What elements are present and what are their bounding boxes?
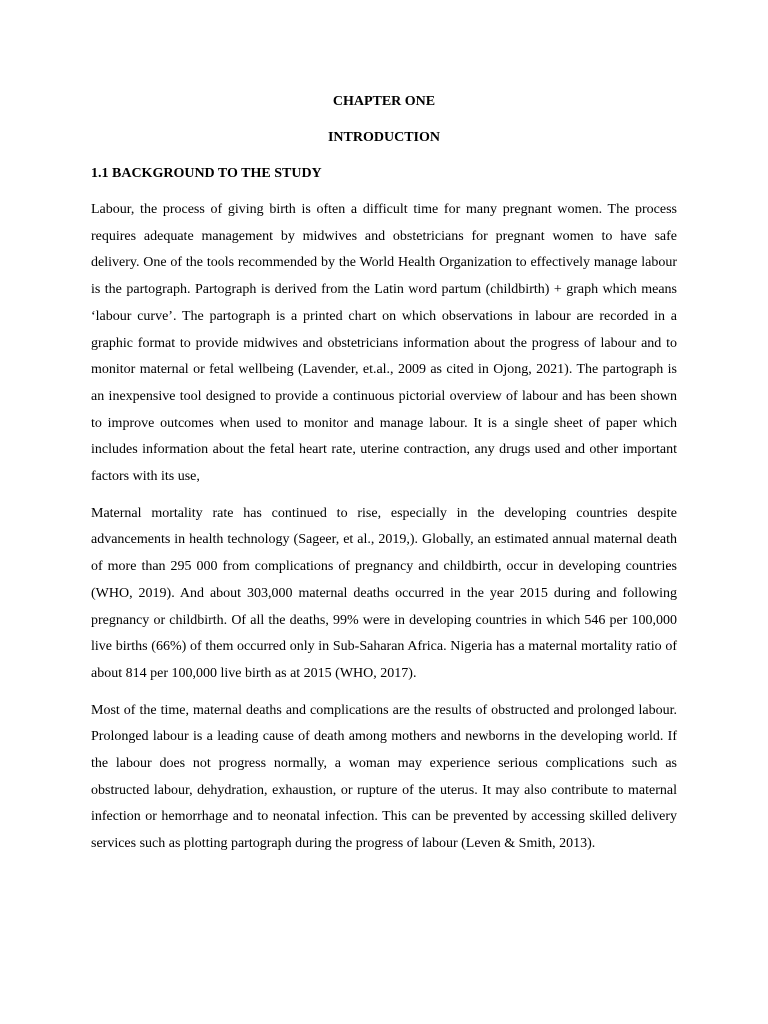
chapter-subtitle: INTRODUCTION: [327, 130, 440, 145]
chapter-title: CHAPTER ONE: [332, 94, 436, 109]
paragraph-prolonged-labour: Most of the time, maternal deaths and complications are the results of obstructed and prolonged labour. Prolonged labour is a leading cause of death among mothers and newborns in the developing world. If the labour does not progress normally, a woman may experience serious complications such as obstructed labour, dehydration, exhaustion, or rupture of the uterus. It may also contribute to maternal infection or hemorrhage and to neonatal infection. This can be prevented by accessing skilled delivery services such as plotting partograph during the progress of labour (Leven & Smith, 2013).: [91, 702, 677, 852]
paragraph-background: Labour, the process of giving birth is often a difficult time for many pregnant women. The process requires adequate management by midwives and obstetricians for pregnant women to have safe delivery. One of the tools recommended by the World Health Organization to effectively manage labour is the partograph. Partograph is derived from the Latin word partum (childbirth) + graph which means ‘labour curve’. The partograph is a printed chart on which observations in labour are recorded in a graphic format to provide midwives and obstetricians information about the progress of labour and to monitor maternal or fetal wellbeing (Lavender, et.al., 2009 as cited in Ojong, 2021). The partograph is an inexpensive tool designed to provide a continuous pictorial overview of labour and has been shown to improve outcomes when used to monitor and manage labour. It is a single sheet of paper which includes information about the fetal heart rate, uterine contraction, any drugs used and other important factors with its use,: [91, 202, 677, 485]
paragraph-maternal-mortality: Maternal mortality rate has continued to rise, especially in the developing countries despite advancements in health technology (Sageer, et al., 2019,). Globally, an estimated annual maternal death of more than 295 000 from complications of pregnancy and childbirth, occur in developing countries (WHO, 2019). And about 303,000 maternal deaths occurred in the year 2015 during and following pregnancy or childbirth. Of all the deaths, 99% were in developing countries in which 546 per 100,000 live births (66%) of them occurred only in Sub-Saharan Africa. Nigeria has a maternal mortality ratio of about 814 per 100,000 live birth as at 2015 (WHO, 2017).: [91, 505, 677, 681]
document-body: [91, 90, 677, 868]
section-heading: 1.1 BACKGROUND TO THE STUDY: [91, 166, 322, 181]
